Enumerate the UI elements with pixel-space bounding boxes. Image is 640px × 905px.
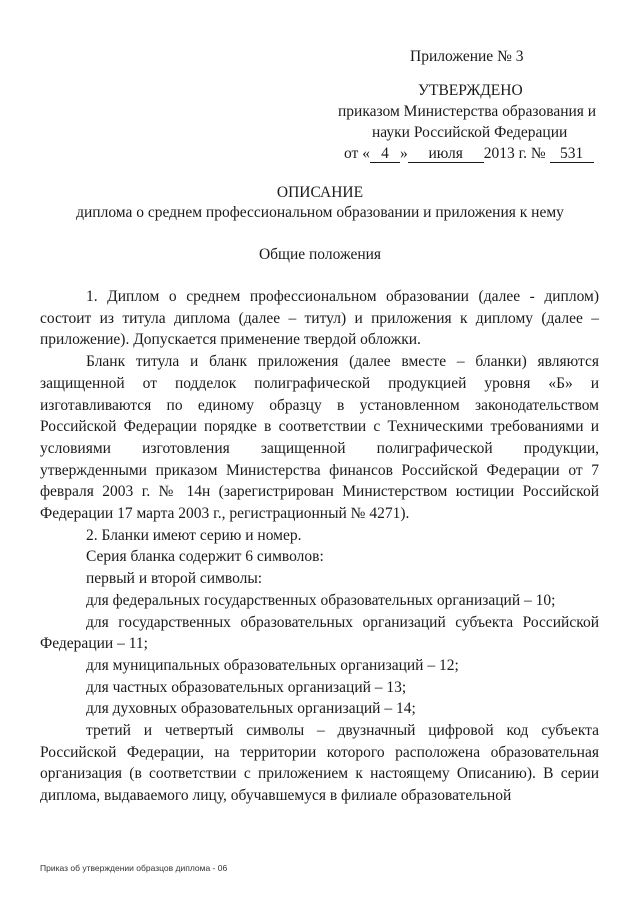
footer-caption: Приказ об утверждении образцов диплома - 06 bbox=[40, 863, 228, 873]
paragraph-8: для муниципальных образовательных организаций – 12; bbox=[86, 656, 459, 674]
paragraph-5: первый и второй символы: bbox=[86, 570, 263, 588]
paragraph-7: для государственных образовательных организаций субъекта Российской Федерации – 11; bbox=[40, 613, 599, 653]
paragraph-2: Бланк титула и бланк приложения (далее вместе – бланки) являются защищенной от подделок полиграфической продукцией уровня «Б» и изготавливаются по единому образцу в установленном законодательством Российской Федерации порядке в соответствии с Техническими требованиями и условиями изготовления защищенной полиграфической продукции, утвержденными приказом Министерства финансов Российской Федерации от 7 февраля 2003 г. № 14н (зарегистрирован Министерством юстиции Российской Федерации 17 марта 2003 г., регистрационный № 4271). bbox=[40, 353, 599, 523]
document-subtitle: диплома о среднем профессиональном образовании и приложения к нему bbox=[76, 204, 564, 221]
paragraph-6: для федеральных государственных образовательных организаций – 10; bbox=[86, 591, 556, 609]
order-day: 4 bbox=[370, 145, 400, 163]
document-title: ОПИСАНИЕ bbox=[276, 184, 364, 201]
paragraph-3: 2. Бланки имеют серию и номер. bbox=[86, 526, 302, 544]
order-line-1: приказом Министерства образования и bbox=[338, 103, 597, 120]
date-prefix: от « bbox=[344, 145, 370, 162]
section-title: Общие положения bbox=[258, 246, 382, 263]
order-number: 531 bbox=[550, 145, 594, 163]
paragraph-11: третий и четвертый символы – двузначный цифровой код субъекта Российской Федерации, на территории которого расположена образовательная организация (в соответствии с приложением к настоящему Описанию). В серии диплома, выдаваемого лицу, обучавшемуся в филиале образовательной bbox=[40, 722, 599, 805]
order-year: 2013 г. № bbox=[483, 145, 546, 162]
paragraph-1: 1. Диплом о среднем профессиональном образовании (далее - диплом) состоит из титула диплома (далее – титул) и приложения к диплому (далее – приложение). Допускается применение твердой обложки. bbox=[40, 288, 599, 349]
order-date-line bbox=[344, 143, 610, 164]
order-month: июля bbox=[408, 145, 484, 163]
date-suffix: » bbox=[399, 145, 408, 162]
appendix-number: Приложение № 3 bbox=[410, 48, 524, 65]
order-line-2: науки Российской Федерации bbox=[372, 124, 568, 141]
approval-block bbox=[330, 46, 610, 164]
paragraph-4: Серия бланка содержит 6 символов: bbox=[86, 548, 324, 566]
approved-heading: УТВЕРЖДЕНО bbox=[418, 82, 523, 99]
body-text bbox=[40, 286, 599, 807]
paragraph-10: для духовных образовательных организаций – 14; bbox=[86, 700, 416, 718]
paragraph-9: для частных образовательных организаций – 13; bbox=[86, 678, 407, 696]
